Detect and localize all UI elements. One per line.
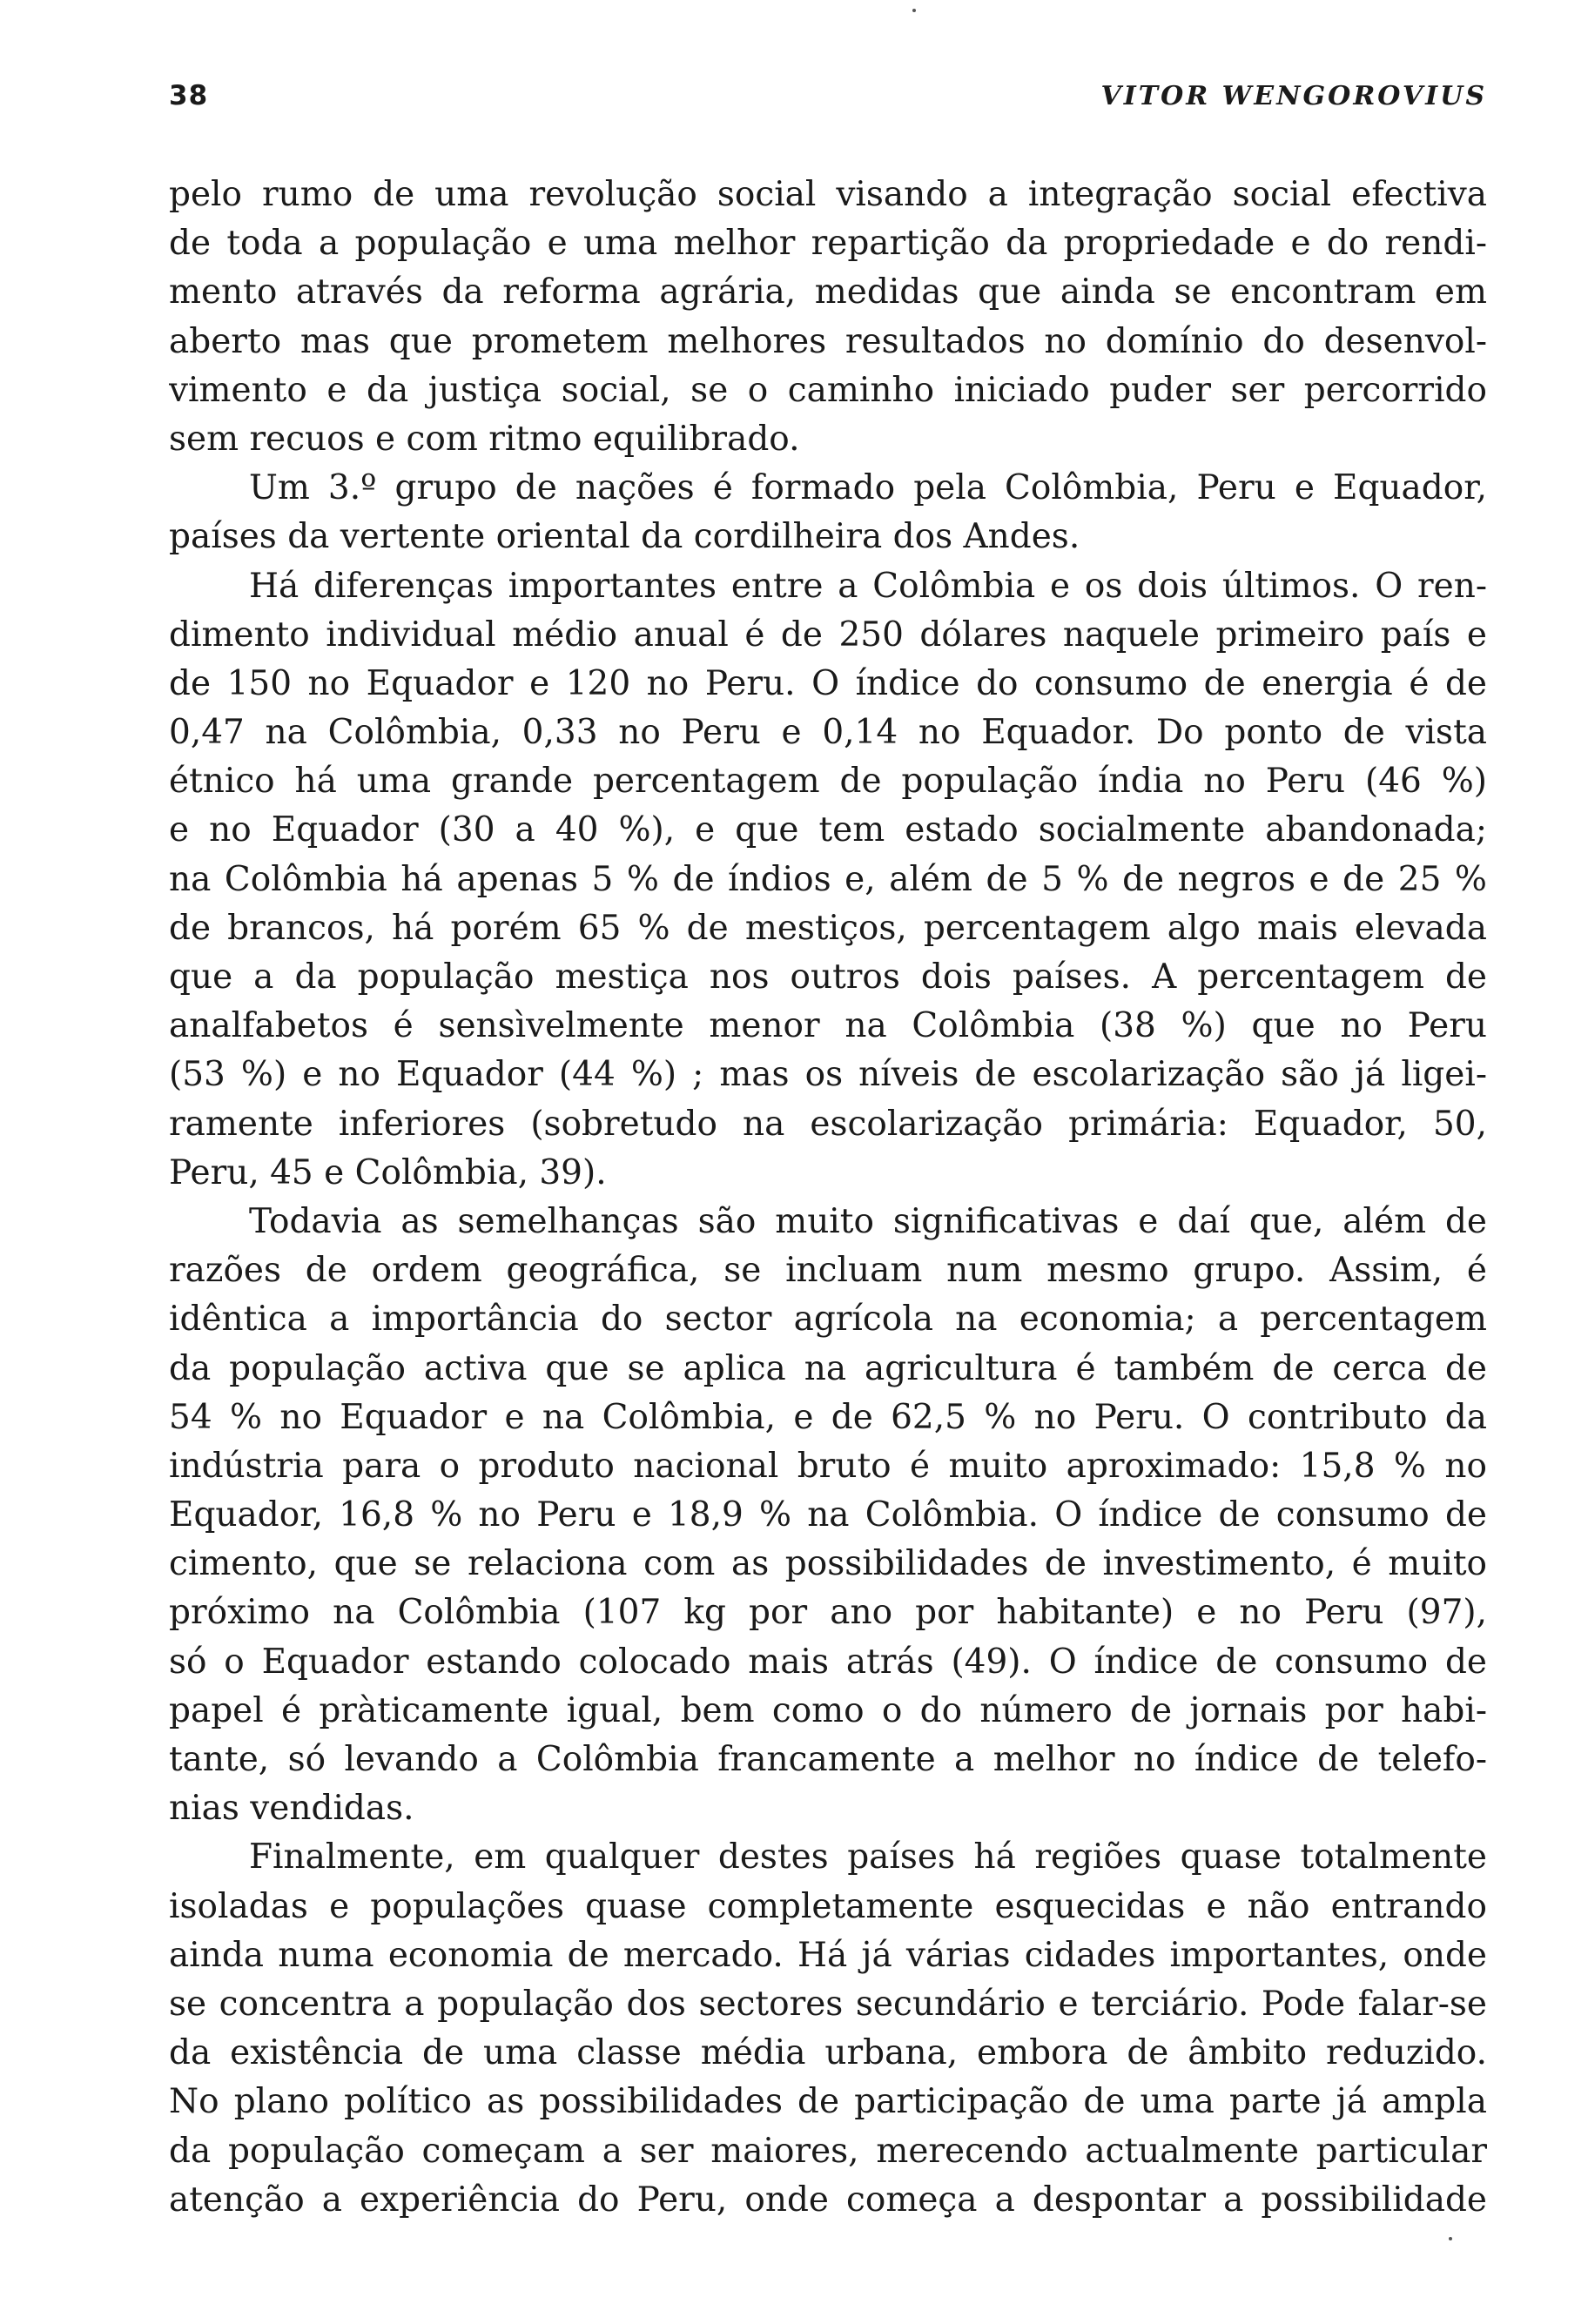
- running-head-author: VITOR WENGOROVIUS: [1100, 81, 1487, 111]
- print-speck: [912, 9, 916, 12]
- page-number: 38: [169, 80, 209, 111]
- text-line: próximo na Colômbia (107 kg por ano por habitante) e no Peru (97),: [169, 1593, 1487, 1633]
- text-line: Um 3.º grupo de nações é formado pela Colômbia, Peru e Equador,: [249, 468, 1487, 508]
- text-line: se concentra a população dos sectores secundário e terciário. Pode falar-se: [169, 1984, 1487, 2024]
- text-line: razões de ordem geográfica, se incluam num mesmo grupo. Assim, é: [169, 1251, 1487, 1291]
- text-line: idêntica a importância do sector agrícola na economia; a percentagem: [169, 1300, 1487, 1340]
- text-line: aberto mas que prometem melhores resultados no domínio do desenvol-: [169, 321, 1487, 361]
- text-line: ramente inferiores (sobretudo na escolarização primária: Equador, 50,: [169, 1104, 1487, 1144]
- text-line: e no Equador (30 a 40 %), e que tem estado socialmente abandonada;: [169, 810, 1487, 850]
- text-line: (53 %) e no Equador (44 %) ; mas os níveis de escolarização são já ligei-: [169, 1055, 1487, 1095]
- text-line: étnico há uma grande percentagem de população índia no Peru (46 %): [169, 762, 1487, 802]
- text-line: analfabetos é sensìvelmente menor na Colômbia (38 %) que no Peru: [169, 1006, 1487, 1046]
- text-line: papel é pràticamente igual, bem como o do número de jornais por habi-: [169, 1690, 1487, 1730]
- text-line: só o Equador estando colocado mais atrás (49). O índice de consumo de: [169, 1642, 1487, 1682]
- text-line: da população começam a ser maiores, merecendo actualmente particular: [169, 2131, 1487, 2171]
- text-line: mento através da reforma agrária, medidas que ainda se encontram em: [169, 272, 1487, 312]
- text-line: Finalmente, em qualquer destes países há regiões quase totalmente: [249, 1837, 1487, 1877]
- text-line: Todavia as semelhanças são muito significativas e daí que, além de: [249, 1201, 1487, 1241]
- paragraph: [169, 171, 1487, 464]
- print-speck: [1449, 2237, 1452, 2240]
- text-line: pelo rumo de uma revolução social visando a integração social efectiva: [169, 175, 1487, 214]
- text-line: dimento individual médio anual é de 250 dólares naquele primeiro país e: [169, 615, 1487, 655]
- text-line: da população activa que se aplica na agricultura é também de cerca de: [169, 1348, 1487, 1388]
- text-line: atenção a experiência do Peru, onde começa a despontar a possibilidade: [169, 2180, 1487, 2220]
- body-text: [169, 171, 1487, 2225]
- text-line: 0,47 na Colômbia, 0,33 no Peru e 0,14 no Equador. Do ponto de vista: [169, 713, 1487, 753]
- paragraph: [169, 1833, 1487, 2225]
- text-line: ainda numa economia de mercado. Há já várias cidades importantes, onde: [169, 1935, 1487, 1975]
- text-line: Há diferenças importantes entre a Colômbia e os dois últimos. O ren-: [249, 566, 1487, 606]
- text-line: 54 % no Equador e na Colômbia, e de 62,5 % no Peru. O contributo da: [169, 1397, 1487, 1437]
- paragraph: [169, 464, 1487, 561]
- running-head: [169, 80, 1487, 124]
- text-line: cimento, que se relaciona com as possibilidades de investimento, é muito: [169, 1544, 1487, 1584]
- paragraph: [169, 1198, 1487, 1833]
- text-line: sem recuos e com ritmo equilibrado.: [169, 419, 800, 459]
- text-line: Peru, 45 e Colômbia, 39).: [169, 1152, 607, 1192]
- text-line: países da vertente oriental da cordilheira dos Andes.: [169, 517, 1080, 557]
- text-line: No plano político as possibilidades de participação de uma parte já ampla: [169, 2082, 1487, 2122]
- text-line: vimento e da justiça social, se o caminho iniciado puder ser percorrido: [169, 370, 1487, 410]
- text-line: Equador, 16,8 % no Peru e 18,9 % na Colômbia. O índice de consumo de: [169, 1495, 1487, 1535]
- text-line: de 150 no Equador e 120 no Peru. O índice do consumo de energia é de: [169, 663, 1487, 703]
- text-line: indústria para o produto nacional bruto é muito aproximado: 15,8 % no: [169, 1446, 1487, 1486]
- text-line: de brancos, há porém 65 % de mestiços, percentagem algo mais elevada: [169, 908, 1487, 948]
- paragraph: [169, 562, 1487, 1198]
- text-line: na Colômbia há apenas 5 % de índios e, além de 5 % de negros e de 25 %: [169, 859, 1487, 899]
- text-line: nias vendidas.: [169, 1789, 414, 1829]
- text-line: que a da população mestiça nos outros dois países. A percentagem de: [169, 957, 1487, 997]
- text-line: isoladas e populações quase completamente esquecidas e não entrando: [169, 1886, 1487, 1926]
- text-line: da existência de uma classe média urbana, embora de âmbito reduzido.: [169, 2033, 1487, 2073]
- text-line: de toda a população e uma melhor repartição da propriedade e do rendi-: [169, 224, 1487, 264]
- text-line: tante, só levando a Colômbia francamente a melhor no índice de telefo-: [169, 1740, 1487, 1779]
